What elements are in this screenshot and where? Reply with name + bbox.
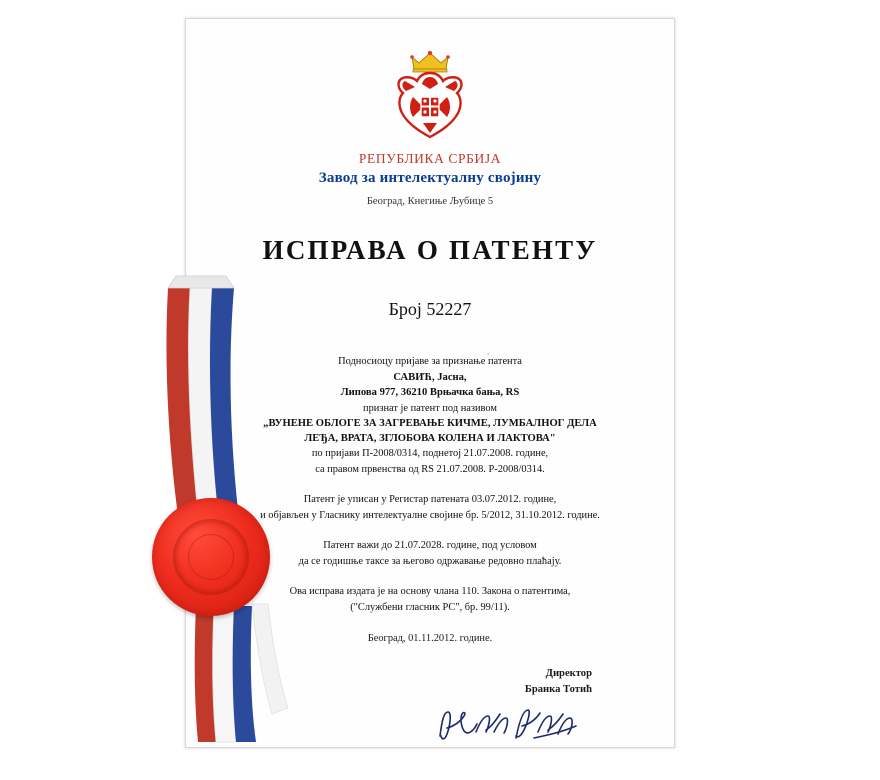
shield-icon — [393, 67, 467, 147]
applicant-address: Липова 977, 36210 Врњачка бања, RS — [340, 387, 520, 398]
seal-emboss-inner-ring — [188, 534, 234, 580]
signatory-name: Бранка Тотић — [524, 684, 592, 695]
priority-line: са правом првенства од RS 21.07.2008. Р-2008/0314. — [315, 463, 545, 475]
red-wax-seal — [152, 498, 270, 616]
spacer — [220, 523, 640, 538]
handwritten-signature-icon — [220, 702, 592, 748]
legal-basis-line-1: Ова исправа издата је на основу члана 110. Закона о патентима, — [289, 586, 571, 597]
place-and-date: Београд, 01.11.2012. године. — [367, 633, 493, 644]
signature-block — [220, 666, 640, 748]
granted-line: признат је патент под називом — [363, 402, 497, 414]
margin-mark: , — [487, 346, 490, 356]
patent-number-label: Број — [388, 299, 422, 319]
signatory-role: Директор — [545, 668, 592, 679]
patent-number — [220, 299, 640, 320]
certificate-content — [186, 19, 674, 747]
invention-title-line-1: „ВУНЕНЕ ОБЛОГЕ ЗА ЗАГРЕВАЊЕ КИЧМЕ, ЛУМБАЛНОГ ДЕЛА — [263, 418, 597, 429]
spacer — [220, 569, 640, 584]
document-title: ИСПРАВА О ПАТЕНТУ — [262, 235, 598, 265]
republic-heading: РЕПУБЛИКА СРБИЈА — [358, 151, 502, 166]
applicant-intro: Подносиоцу пријаве за признање патента — [338, 356, 522, 367]
certificate-sheet — [185, 18, 675, 748]
serbian-coat-of-arms-icon — [384, 51, 476, 147]
certificate-body — [220, 354, 640, 615]
patent-number-value: 52227 — [426, 299, 472, 319]
invention-title-line-2: ЛЕЂА, ВРАТА, ЗГЛОБОВА КОЛЕНА И ЛАКТОВА" — [304, 433, 556, 444]
office-address: Београд, Кнегиње Љубице 5 — [366, 196, 494, 207]
legal-basis-line-2: ("Службени гласник РС", бр. 99/11). — [350, 601, 510, 613]
spacer — [220, 477, 640, 492]
seal-emboss-ring — [173, 519, 249, 595]
office-heading: Завод за интелектуалну својину — [318, 170, 542, 186]
gazette-line: и објављен у Гласнику интелектуалне својине бр. 5/2012, 31.10.2012. године. — [260, 509, 600, 521]
validity-line-2: да се годишње таксе за његово одржавање редовно плаћају. — [298, 555, 562, 567]
register-line: Патент је уписан у Регистар патената 03.07.2012. године, — [303, 494, 557, 505]
applicant-name: САВИЋ, Јасна, — [393, 371, 467, 383]
application-line: по пријави П-2008/0314, поднетој 21.07.2008. године, — [311, 448, 549, 459]
validity-line-1: Патент важи до 21.07.2028. године, под условом — [323, 540, 537, 551]
